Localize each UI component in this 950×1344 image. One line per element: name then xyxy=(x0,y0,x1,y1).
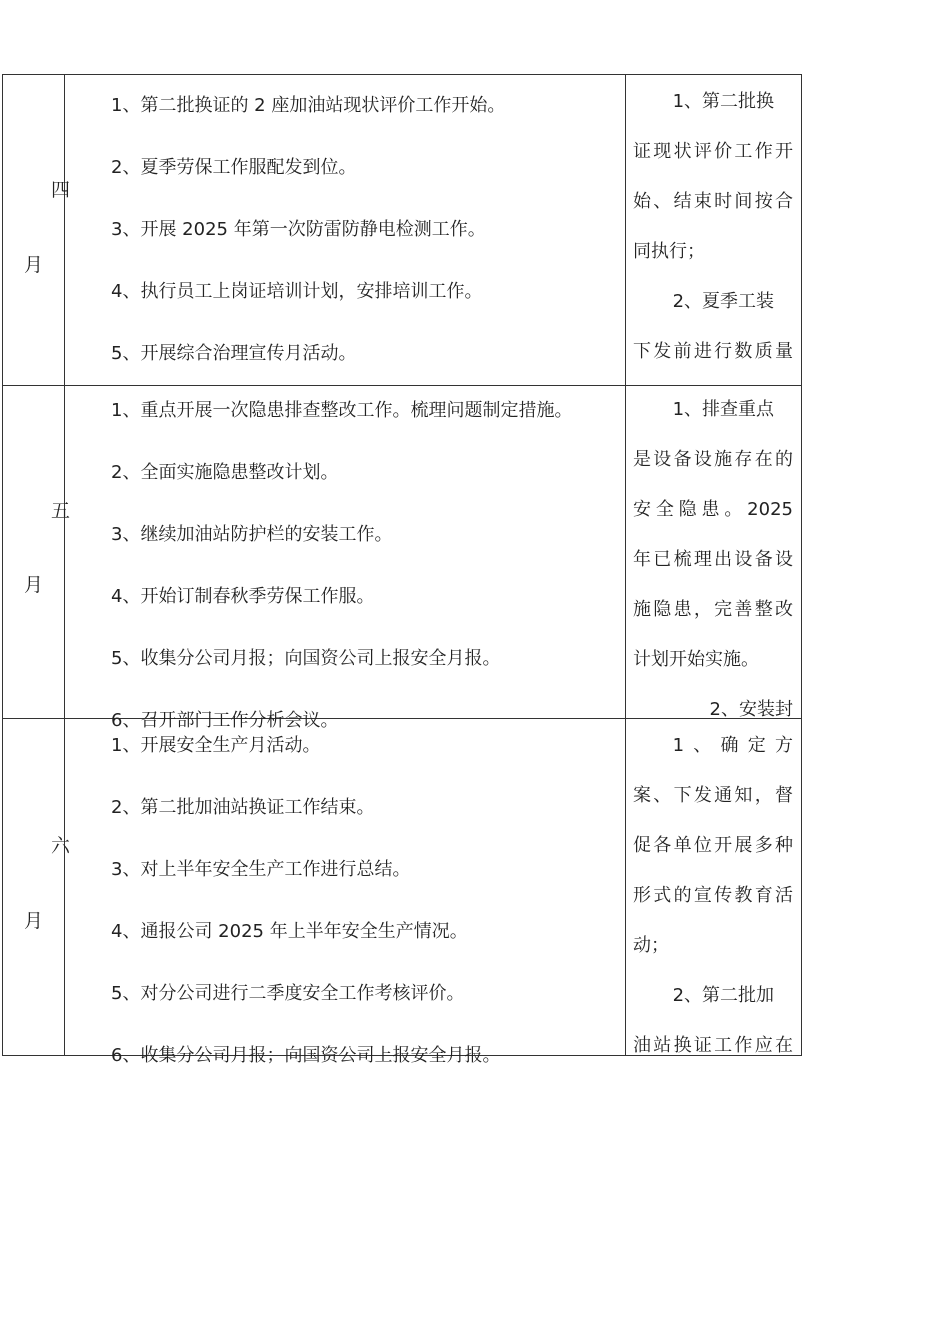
note-line: 2、夏季工装 xyxy=(672,291,775,312)
task-item: 3、对上半年安全生产工作进行总结。 xyxy=(111,859,411,880)
notes-cell xyxy=(633,385,793,735)
task-item: 4、通报公司 2025 年上半年安全生产情况。 xyxy=(111,921,468,942)
month-char: 五 xyxy=(51,500,71,522)
note-line: 同执行； xyxy=(633,241,705,262)
month-char: 月 xyxy=(24,574,44,596)
task-item: 4、执行员工上岗证培训计划，安排培训工作。 xyxy=(111,281,483,302)
note-line: 安全隐患。2025 xyxy=(633,499,793,520)
task-list xyxy=(111,734,621,1106)
task-item: 5、对分公司进行二季度安全工作考核评价。 xyxy=(111,983,465,1004)
note-line: 2、安装封 xyxy=(709,699,793,720)
task-item: 4、开始订制春秋季劳保工作服。 xyxy=(111,586,375,607)
task-list xyxy=(111,94,621,404)
task-item: 1、重点开展一次隐患排查整改工作。梳理问题制定措施。 xyxy=(111,400,573,421)
task-item: 2、全面实施隐患整改计划。 xyxy=(111,462,339,483)
month-char: 六 xyxy=(51,835,71,857)
task-list xyxy=(111,399,621,771)
notes-cell xyxy=(633,721,793,1071)
task-item: 1、第二批换证的 2 座加油站现状评价工作开始。 xyxy=(111,95,506,116)
task-item: 5、开展综合治理宣传月活动。 xyxy=(111,343,357,364)
note-line: 证现状评价工作开 xyxy=(633,141,793,162)
month-row-may xyxy=(2,385,802,731)
task-item: 3、继续加油站防护栏的安装工作。 xyxy=(111,524,393,545)
note-line: 下发前进行数质量 xyxy=(633,341,793,362)
month-char: 月 xyxy=(24,910,44,932)
note-line: 1、排查重点 xyxy=(672,399,775,420)
note-line: 始、结束时间按合 xyxy=(633,191,793,212)
task-item: 6、收集分公司月报；向国资公司上报安全月报。 xyxy=(111,1045,501,1066)
task-item: 2、第二批加油站换证工作结束。 xyxy=(111,797,375,818)
month-char: 四 xyxy=(51,179,71,201)
month-char: 月 xyxy=(24,254,44,276)
note-line: 促各单位开展多种 xyxy=(633,835,793,856)
note-line: 年已梳理出设备设 xyxy=(633,549,793,570)
note-line: 是设备设施存在的 xyxy=(633,449,793,470)
note-line: 动； xyxy=(633,935,669,956)
note-line: 计划开始实施。 xyxy=(633,649,759,670)
note-line: 施隐患，完善整改 xyxy=(633,599,793,620)
task-item: 6、召开部门工作分析会议。 xyxy=(111,710,339,731)
note-line: 1、第二批换 xyxy=(672,91,775,112)
task-item: 3、开展 2025 年第一次防雷防静电检测工作。 xyxy=(111,219,486,240)
note-line: 油站换证工作应在 xyxy=(633,1035,793,1056)
task-item: 1、开展安全生产月活动。 xyxy=(111,735,321,756)
task-item: 5、收集分公司月报；向国资公司上报安全月报。 xyxy=(111,648,501,669)
month-row-april xyxy=(2,74,802,386)
notes-cell xyxy=(633,77,793,377)
task-item: 2、夏季劳保工作服配发到位。 xyxy=(111,157,357,178)
note-line: 2、第二批加 xyxy=(672,985,775,1006)
note-line: 1、确定方 xyxy=(672,735,793,756)
month-row-june xyxy=(2,719,802,1066)
note-line: 案、下发通知，督 xyxy=(633,785,793,806)
note-line: 形式的宣传教育活 xyxy=(633,885,793,906)
